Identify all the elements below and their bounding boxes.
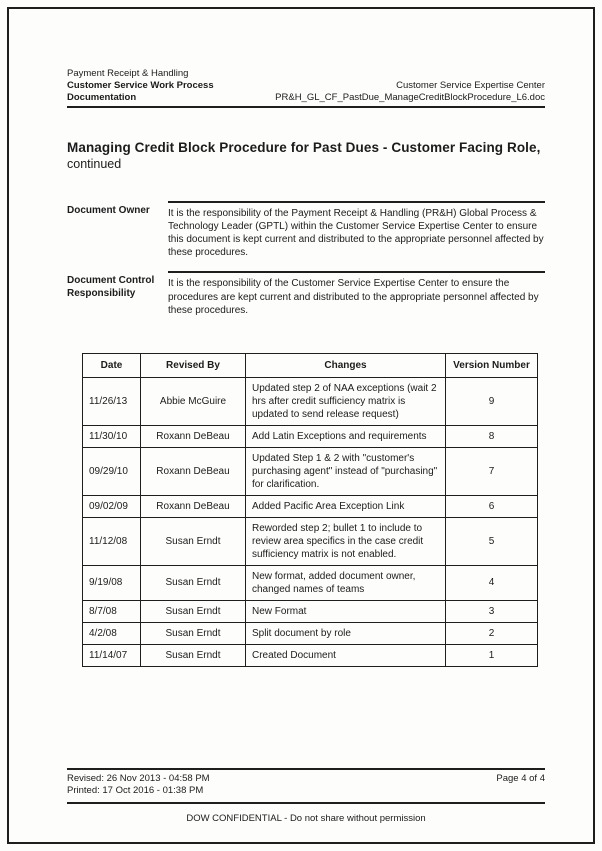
header-doc-type: Customer Service Work Process Documentation: [67, 79, 214, 103]
column-header-version-number: Version Number: [446, 353, 538, 377]
table-row: [83, 565, 538, 600]
cell-revised-by: Susan Erndt: [141, 622, 246, 644]
table-row: [83, 600, 538, 622]
table-row: [83, 517, 538, 565]
column-header-revised-by: Revised By: [141, 353, 246, 377]
document-header: [67, 68, 545, 108]
column-header-date: Date: [83, 353, 141, 377]
footer-timestamps: [67, 773, 210, 798]
cell-changes: Updated Step 1 & 2 with "customer's purchasing agent" instead of "purchasing" for clarification.: [246, 447, 446, 495]
page-title-continued: continued: [67, 156, 122, 171]
cell-version-number: 1: [446, 644, 538, 666]
section-label-document-control: Document Control Responsibility: [67, 275, 155, 300]
cell-changes: Updated step 2 of NAA exceptions (wait 2 hrs after credit sufficiency matrix is updated to send release request): [246, 377, 446, 425]
cell-revised-by: Roxann DeBeau: [141, 447, 246, 495]
cell-date: 11/12/08: [83, 517, 141, 565]
table-header-row: [83, 353, 538, 377]
cell-changes: Added Pacific Area Exception Link: [246, 495, 446, 517]
table-row: [83, 622, 538, 644]
footer-printed-date: Printed: 17 Oct 2016 - 01:38 PM: [67, 785, 204, 797]
cell-revised-by: Susan Erndt: [141, 517, 246, 565]
cell-date: 8/7/08: [83, 600, 141, 622]
table-row: [83, 447, 538, 495]
cell-changes: Reworded step 2; bullet 1 to include to review area specifics in the case credit sufficiency matrix is not enabled.: [246, 517, 446, 565]
cell-date: 11/26/13: [83, 377, 141, 425]
cell-version-number: 2: [446, 622, 538, 644]
cell-date: 09/29/10: [83, 447, 141, 495]
cell-version-number: 4: [446, 565, 538, 600]
cell-changes: New Format: [246, 600, 446, 622]
table-row: [83, 425, 538, 447]
footer-revised-date: Revised: 26 Nov 2013 - 04:58 PM: [67, 773, 210, 784]
table-row: [83, 495, 538, 517]
cell-date: 09/02/09: [83, 495, 141, 517]
section-text-document-control: It is the responsibility of the Customer Service Expertise Center to ensure the procedures are kept current and distributed to the appropriate personnel affected by these procedures.: [168, 271, 545, 317]
cell-version-number: 8: [446, 425, 538, 447]
table-row: [83, 377, 538, 425]
section-document-control: [67, 271, 545, 317]
revision-history-table: [82, 353, 538, 667]
header-right: [275, 80, 545, 104]
cell-revised-by: Susan Erndt: [141, 565, 246, 600]
cell-revised-by: Roxann DeBeau: [141, 425, 246, 447]
page-content: [67, 68, 545, 667]
section-text-document-owner: It is the responsibility of the Payment Receipt & Handling (PR&H) Global Process & Technology Leader (GPTL) within the Customer Service Expertise Center to ensure this document is kept current and distributed to the appropriate personnel affected by these procedures.: [168, 201, 545, 260]
document-footer: [67, 768, 545, 824]
cell-date: 9/19/08: [83, 565, 141, 600]
cell-date: 4/2/08: [83, 622, 141, 644]
header-filename: PR&H_GL_CF_PastDue_ManageCreditBlockProcedure_L6.doc: [275, 91, 545, 103]
cell-version-number: 7: [446, 447, 538, 495]
cell-version-number: 3: [446, 600, 538, 622]
cell-changes: New format, added document owner, changed names of teams: [246, 565, 446, 600]
section-label-document-owner: Document Owner: [67, 204, 150, 216]
cell-version-number: 9: [446, 377, 538, 425]
cell-revised-by: Roxann DeBeau: [141, 495, 246, 517]
section-document-owner: [67, 201, 545, 260]
column-header-changes: Changes: [246, 353, 446, 377]
header-expertise-center: Customer Service Expertise Center: [396, 79, 545, 91]
footer-page-number: Page 4 of 4: [496, 773, 545, 784]
cell-revised-by: Susan Erndt: [141, 644, 246, 666]
cell-revised-by: Abbie McGuire: [141, 377, 246, 425]
cell-changes: Add Latin Exceptions and requirements: [246, 425, 446, 447]
cell-date: 11/14/07: [83, 644, 141, 666]
info-sections: [67, 201, 545, 317]
page-title: Managing Credit Block Procedure for Past Dues - Customer Facing Role,: [67, 139, 541, 155]
cell-revised-by: Susan Erndt: [141, 600, 246, 622]
cell-changes: Created Document: [246, 644, 446, 666]
header-left: [67, 68, 275, 104]
cell-version-number: 5: [446, 517, 538, 565]
cell-version-number: 6: [446, 495, 538, 517]
footer-confidentiality-notice: DOW CONFIDENTIAL - Do not share without permission: [186, 812, 426, 824]
header-department: Payment Receipt & Handling: [67, 68, 189, 79]
cell-changes: Split document by role: [246, 622, 446, 644]
cell-date: 11/30/10: [83, 425, 141, 447]
title-block: [67, 140, 545, 171]
footer-meta-row: [67, 768, 545, 804]
table-row: [83, 644, 538, 666]
